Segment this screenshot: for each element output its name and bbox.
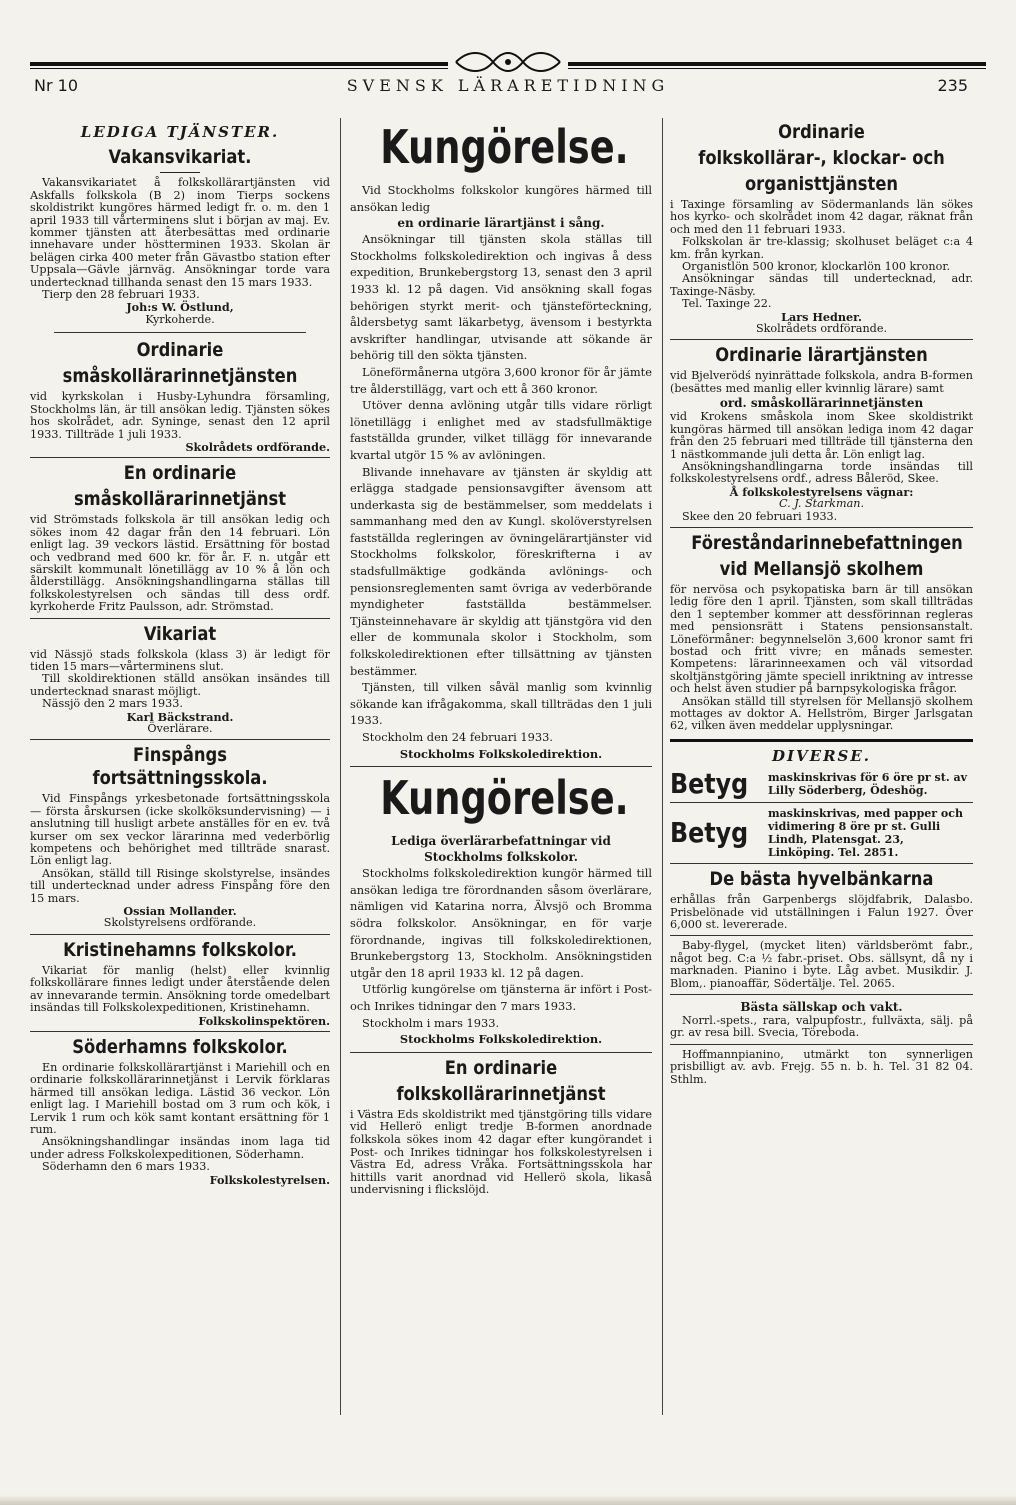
signature-name: Joh:s W. Östlund, (126, 300, 234, 315)
signature-title: Skolrådets ordförande. (755, 322, 888, 336)
ad-title: vid Mellansjö skolhem (719, 557, 924, 580)
divider (670, 1044, 973, 1045)
divider (670, 802, 973, 803)
ad-title: Föreståndarinnebefattningen (691, 531, 963, 554)
column-2 (350, 118, 652, 1197)
ad-title: En ordinarie (444, 1056, 558, 1079)
ad-body: Ansökningar till tjänsten skola ställas till Stockholms folkskoledirektion och ingivas å dess expedition, Brunkebergstorg 13, senast den 3 april 1933 kl. 12 på dagen. Vid ansökning skall fogas behörigen styrkt merit- och tjänsteförteckning, åldersbetyg samt läkarbetyg, ävensom i bestyrkta avskrifter handlingar, utvisande att sökande är behörig till den sökta tjänsten. (350, 232, 652, 363)
ad-subtitle: ord. småskollärarinnetjänsten (719, 396, 924, 411)
signature: Å folkskolestyrelsens vägnar: (729, 484, 914, 499)
ad-title: En ordinarie (123, 462, 237, 485)
ad-subtitle: Stockholms folkskolor. (424, 850, 578, 865)
divider (30, 618, 330, 619)
divider (30, 739, 330, 740)
ad-date: Skee den 20 februari 1933. (682, 509, 838, 523)
divider (670, 935, 973, 936)
ad-body: Utförlig kungörelse om tjänsterna är infört i Post- och Inrikes tidningar den 7 mars 1933. (350, 982, 652, 1013)
ad-title: Finspångs fortsättningsskola. (92, 744, 268, 790)
ad-subtitle: en ordinarie lärartjänst i sång. (397, 216, 605, 231)
signature-title: Kyrkoherde. (145, 312, 215, 326)
ad-body: vid Strömstads folkskola är till ansökan ledig och sökes inom 42 dagar från den 14 februari. Lön enligt lag. 39 veckors lästid. Ersättning för bostad och vedbrand med 600 kr. för år. F. n. utgår ett särskilt kommunalt lönetillägg av 10 % å lön och ålderstillägg. Ansökningshandlingarna ställas till folkskolestyrelsen och sändas till dess ordf. kyrkoherde Fritz Paulsson, adr. Strömstad. (30, 513, 330, 614)
column-1 (30, 118, 330, 1186)
ad-date: Stockholm i mars 1933. (362, 1015, 500, 1030)
ad-date: Nässjö den 2 mars 1933. (42, 697, 183, 711)
divider (670, 527, 973, 528)
ad-body: Till skoldirektionen ställd ansökan insändes till undertecknad snarast möjligt. (30, 672, 330, 698)
page-edge (0, 1495, 1016, 1505)
ad-body: Organistlön 500 kronor, klockarlön 100 kronor. (682, 260, 951, 274)
classified-ad (670, 807, 973, 859)
signature: Folkskolinspektören. (198, 1013, 330, 1028)
divider (30, 1031, 330, 1032)
column-divider (340, 118, 341, 1415)
ad-title: småskollärarinnetjänst (73, 488, 287, 511)
ad-body: Vid Stockholms folkskolor kungöres härmed till ansökan ledig (350, 183, 652, 214)
ad-subtitle: Lediga överlärarbefattningar vid (391, 834, 611, 849)
ad-body: En ordinarie folkskollärartjänst i Mariehill och en ordinarie folkskollärarinnetjänst i Lervik förklaras härmed till ansökan lediga. Lästid 36 veckor. Lön enligt lag. I Mariehill bostad om 3 rum och kök, i Lervik 1 rum och kök samt kontant ersättning för 1 rum. (30, 1060, 330, 1136)
signature: Skolrådets ordförande. (185, 439, 330, 454)
signature-title: Skolstyrelsens ordförande. (103, 916, 257, 930)
ad-body: Ansökningshandlingar insändas inom laga tid under adress Folkskolexpeditionen, Söderhamn. (30, 1135, 330, 1161)
ad-title: De bästa hyvelbänkarna (709, 868, 934, 891)
signature: Folkskolestyrelsen. (209, 1172, 330, 1187)
ad-body: Vikariat för manlig (helst) eller kvinnlig folkskollärare finnes ledigt under återstående delen av innevarande termin. Ansökning torde omedelbart insändas till Folkskolexpeditionen, Kristinehamn. (30, 963, 330, 1015)
divider (670, 863, 973, 864)
ad-body: i Taxinge församling av Södermanlands län sökes hos kyrko- och skolrådet inom 42 dagar, räknat från och med den 11 februari 1933. (670, 198, 973, 236)
signature-name: C. J. Starkman. (779, 497, 864, 511)
divider (670, 994, 973, 995)
column-divider (662, 118, 663, 1415)
ad-body: vid Bjelverödś nyinrättade folkskola, andra B-formen (besättes med manlig eller kvinnlig lärare) samt (670, 369, 973, 395)
ad-body: i Västra Eds skoldistrikt med tjänstgöring tills vidare vid Hellerö enligt tredje B-formen anordnade folkskola sökes inom 42 dagar efter kungörandet i Post- och Inrikes tidningar hos folkskolestyrelsen i Västra Ed, adress Vråka. Fortsättningsskola har hittills varit anordnad vid Hellerö skola, likaså undervisning i flickslöjd. (350, 1107, 652, 1197)
signature-name: Karl Bäckstrand. (126, 709, 234, 724)
ad-body: Blivande innehavare av tjänsten är skyldig att erlägga stadgade pensionsavgifter ävensom att underkasta sig de bestämmelser, som meddelats i sammanhang med den av Kungl. skolöverstyrelsen fastställda regleringen av övningelärartjänster vid Stockholms folkskolor, föreskrifterna i av stadsfullmäktige godkända avlönings- och pensionsreglementen samt övriga av vederbörande myndigheter fastställda bestämmelser. Tjänsteinnehavare är skyldig att tjänstgöra vid den eller de kommunala skolor i Stockholm, som folkskoledirektionen efter tillsättning av tjänsten bestämmer. (350, 464, 652, 678)
divider (670, 339, 973, 340)
ad-body: Löneförmånerna utgöra 3,600 kronor för år jämte tre ålderstillägg, vart och ett å 360 kronor. (350, 364, 652, 396)
divider (30, 457, 330, 458)
ad-title: Bästa sällskap och vakt. (740, 1000, 903, 1015)
ad-title: Ordinarie lärartjänsten (715, 344, 928, 367)
divider (350, 1052, 652, 1053)
ad-body: Vakansvikariatet å folkskollärartjänsten vid Askfalls folkskola (B 2) inom Tierps sockens skoldistrikt kungöres härmed ledigt fr. o. m. den 1 april 1933 till vårterminens slut i början av maj. Ev. kommer tjänsten att återbesättas med ordinarie innehavare under höstterminen 1933. Skolan är belägen cirka 400 meter från Gävastbo station efter Uppsala—Gävle järnväg. Ansökningar torde vara undertecknad tillhanda senast den 15 mars 1933. (30, 176, 330, 289)
ad-body: Ansökan, ställd till Risinge skolstyrelse, insändes till undertecknad under adress Finspång före den 15 mars. (30, 866, 330, 905)
issue-number: Nr 10 (34, 76, 78, 95)
section-title: LEDIGA TJÄNSTER. (80, 123, 280, 141)
ad-keyword: Betyg (670, 767, 749, 801)
page-number: 235 (937, 76, 968, 95)
ad-keyword: Betyg (670, 816, 749, 850)
ad-body: vid Nässjö stads folkskola (klass 3) är ledigt för tiden 15 mars—vårterminens slut. (30, 647, 330, 673)
journal-title: SVENSK LÄRARETIDNING (346, 76, 670, 95)
ad-title: Ordinarie (136, 339, 224, 362)
ad-text: Baby-flygel, (mycket liten) världsberömt fabr., något beg. C:a ½ fabr.-priset. Obs. sällsynt, då ny i marknaden. Pianino i byte. Låg avbet. Musikdir. J. Blom,. pianoaffär, Södertälje. Tel. 2065. (670, 939, 973, 990)
signature: Stockholms Folkskoledirektion. (399, 746, 603, 761)
signature-name: Lars Hedner. (781, 309, 862, 324)
ad-text: maskinskrivas för 6 öre pr st. av Lilly Söderberg, Ödeshög. (768, 771, 968, 798)
ad-body: Tel. Taxinge 22. (682, 297, 772, 311)
classified-ad (670, 767, 973, 801)
column-3 (670, 118, 973, 1086)
ad-title: Kungörelse. (380, 120, 629, 174)
ad-date: Stockholm den 24 februari 1933. (362, 730, 554, 744)
section-title: DIVERSE. (771, 746, 872, 765)
ad-title: småskollärarinnetjänsten (62, 365, 298, 388)
ad-title: organisttjänsten (744, 173, 899, 195)
ad-title: Ordinarie (778, 121, 865, 143)
ad-title: folkskollärar-, klockar- och (698, 147, 945, 169)
ad-title: Vikariat (143, 622, 217, 645)
masthead-ornament-icon (448, 48, 568, 76)
ad-body: Stockholms folkskoledirektion kungör härmed till ansökan lediga tre förordnanden såsom överlärare, nämligen vid Katarina norra, Älvsjö och Bromma södra folkskolor. Ansökningar, en för varje förordnande, ingivas till folkskoledirektionen, Brunkebergstorg 13, Stockholm. Ansökningstiden utgår den 18 april 1933 kl. 12 på dagen. (350, 866, 652, 980)
ad-body: Ansökningshandlingarna torde insändas till folkskolestyrelsens ordf., adress Båleröd, Skee. (670, 459, 973, 486)
section-divider (670, 739, 973, 742)
divider (30, 934, 330, 935)
ad-title: Söderhamns folkskolor. (72, 1035, 288, 1058)
ad-body: Utöver denna avlöning utgår tills vidare rörligt lönetillägg i enlighet med av stadsfullmäktige fastställda grunder, vilket tillägg för innevarande kvartal utgör 15 % av avlöningen. (350, 398, 652, 462)
divider (350, 766, 652, 767)
ad-text: Hoffmannpianino, utmärkt ton synnerligen prisbilligt av. avb. Frejg. 55 n. b. h. Tel. 31 82 04. Sthlm. (670, 1047, 973, 1086)
ad-body: vid kyrkskolan i Husby-Lyhundra församling, Stockholms län, är till ansökan ledig. Tjänsten sökes hos skolrådet, adr. Syninge, senast den 12 april 1933. Tillträde 1 juli 1933. (30, 390, 330, 441)
ad-body: för nervösa och psykopatiska barn är till ansökan ledig före den 1 april. Tjänsten, som skall tillträdas den 1 september kommer att dessförinnan regleras med pensionsrätt i Statens pensionsanstalt. Löneförmåner: begynnelselön 3,600 kronor samt fri bostad och fritt vivre; en månads semester. Kompetens: lärarinneexamen och väl vitsordad skoltjänstgöring jämte speciell inriktning av intresse och helst även studier på barnpsykologiska frågor. (670, 582, 973, 696)
ad-body: vid Krokens småskola inom Skee skoldistrikt kungöras härmed till ansökan lediga inom 42 dagar från den 25 februari med tillträde till tjänsterna den 1 nästkommande juli detta år. Lön enligt lag. (670, 410, 973, 461)
divider (160, 172, 200, 173)
ad-title: Kristinehamns folkskolor. (63, 938, 297, 961)
ad-body: Vid Finspångs yrkesbetonade fortsättningsskola — första årskursen (icke skolköksundervisning) — i anslutning till husligt arbete anställes för en ev. två kurser om sex veckor lärarinna med vederbörlig kompetens och behörighet med tillträde snarast. Lön enligt lag. (30, 792, 330, 868)
ad-title: Vakansvikariat. (108, 146, 252, 169)
ad-body: Tjänsten, till vilken såväl manlig som kvinnlig sökande kan ifrågakomma, skall tillträdas den 1 juli 1933. (350, 680, 652, 728)
signature: Stockholms Folkskoledirektion. (399, 1032, 603, 1047)
ad-text: erhållas från Garpenbergs slöjdfabrik, Dalasbo. Prisbelönade vid utställningen i Falun 1927. Över 6,000 st. levererade. (670, 893, 973, 932)
ad-text: maskinskrivas, med papper och vidimering 8 öre pr st. Gulli Lindh, Platensgat. 23, Linköping. Tel. 2851. (768, 807, 963, 860)
ad-body: Ansökningar sändas till undertecknad, adr. Taxinge-Näsby. (670, 272, 973, 298)
ad-text: Norrl.-spets., rara, valpupfostr., fullväxta, sälj. på gr. av resa bill. Svecia, Töreboda. (670, 1014, 973, 1040)
signature-name: Ossian Mollander. (123, 904, 237, 919)
ad-body: Folkskolan är tre-klassig; skolhuset beläget c:a 4 km. från kyrkan. (670, 235, 973, 261)
ad-date: Tierp den 28 februari 1933. (42, 288, 200, 302)
ad-body: Ansökan ställd till styrelsen för Mellansjö skolhem mottages av doktor A. Hellström, Birger Jarlsgatan 62, vilken även meddelar upplysningar. (670, 694, 973, 733)
signature-title: Överlärare. (147, 722, 213, 735)
ad-title: folkskollärarinnetjänst (396, 1082, 606, 1105)
divider (54, 332, 306, 333)
ad-date: Söderhamn den 6 mars 1933. (42, 1160, 210, 1174)
ad-title: Kungörelse. (380, 771, 629, 826)
